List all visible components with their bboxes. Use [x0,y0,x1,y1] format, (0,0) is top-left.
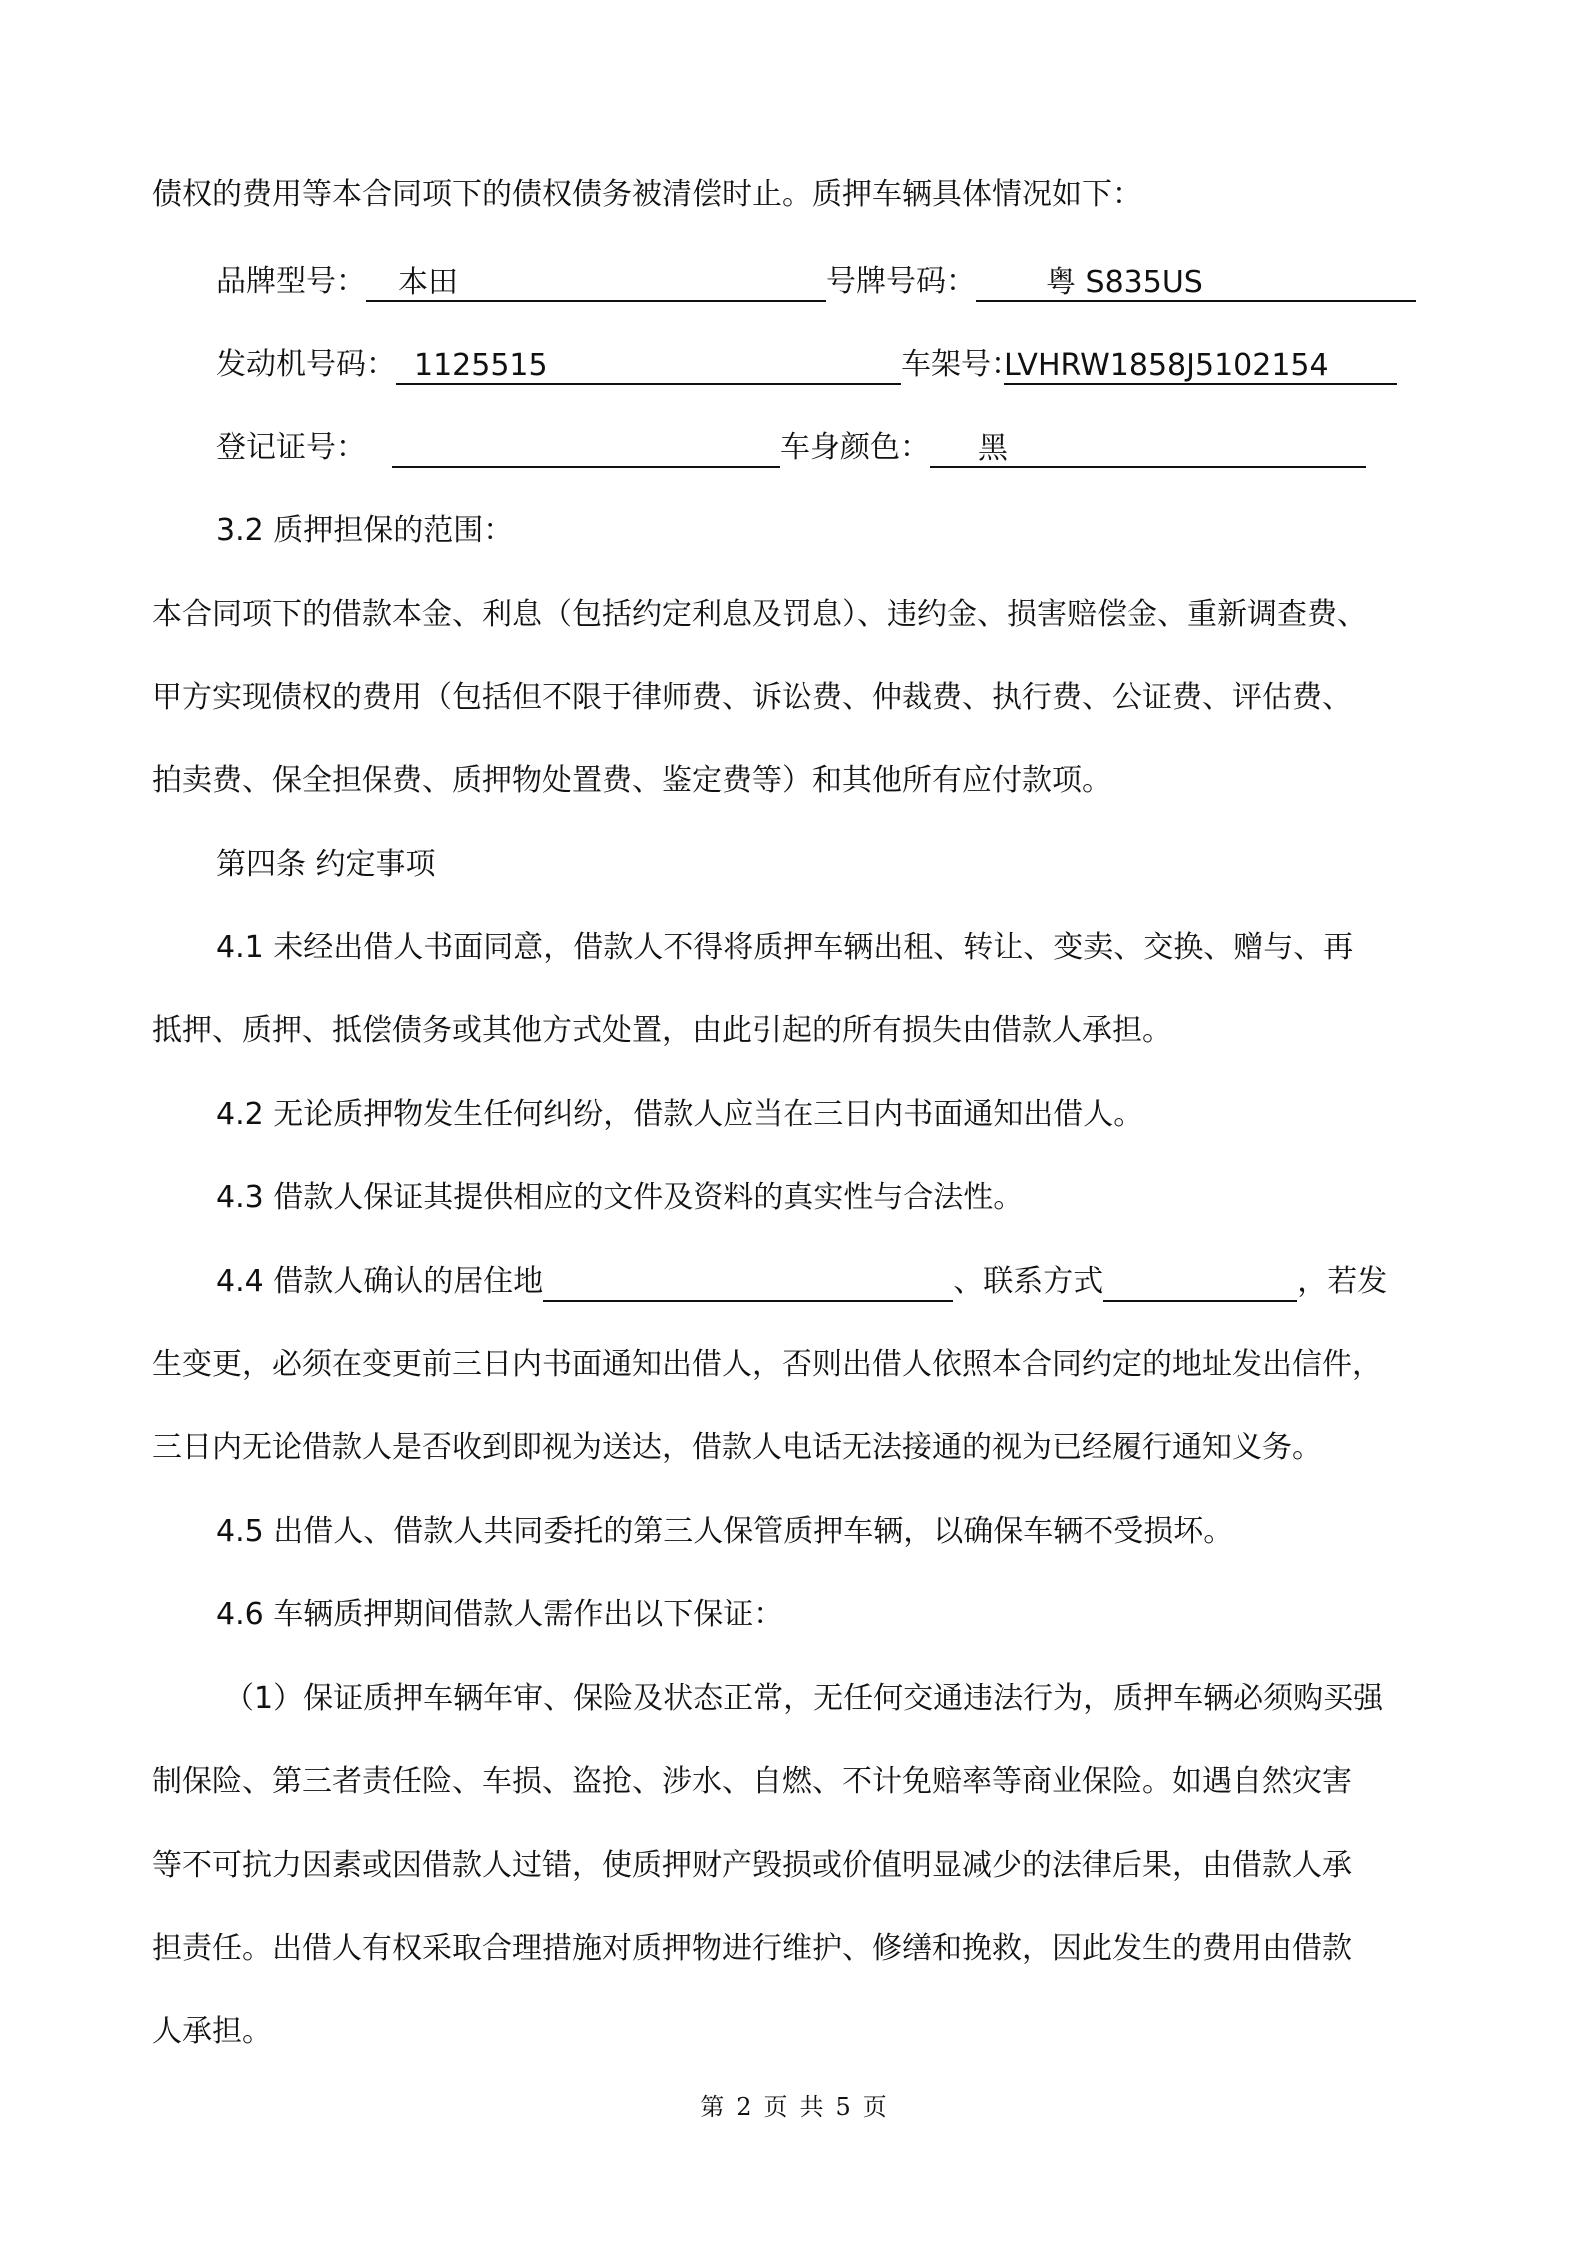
plate-label: 号牌号码： [826,264,976,299]
paragraph-line: 三日内无论借款人是否收到即视为送达，借款人电话无法接通的视为已经履行通知义务。 [152,1430,1322,1465]
engine-label: 发动机号码： [216,347,396,382]
footer-word: 共 [799,2093,824,2121]
paragraph-line: 4.5 出借人、借款人共同委托的第三人保管质押车辆，以确保车辆不受损坏。 [216,1514,1234,1549]
paragraph-line: 担责任。出借人有权采取合理措施对质押物进行维护、修缮和挽救，因此发生的费用由借款 [152,1931,1352,1966]
paragraph-line: 生变更，必须在变更前三日内书面通知出借人，否则出借人依照本合同约定的地址发出信件， [152,1347,1382,1382]
paragraph-line-contact [216,1262,1587,1302]
article-heading: 第四条 约定事项 [216,847,436,882]
page-footer [0,2092,1587,2122]
continuation-text: ，若发 [1297,1264,1388,1299]
paragraph-line: 4.6 车辆质押期间借款人需作出以下保证： [216,1597,784,1632]
engine-field: 1125515 [396,347,901,385]
section-heading: 3.2 质押担保的范围： [216,513,514,548]
vin-field: LVHRW1858J5102154 [1004,347,1397,385]
total-pages: 5 [835,2093,851,2121]
paragraph-line: 本合同项下的借款本金、利息（包括约定利息及罚息）、违约金、损害赔偿金、重新调查费、 [152,597,1367,632]
plate-field: 粤 S835US [976,264,1416,302]
color-field: 黑 [930,430,1366,468]
paragraph-line: 债权的费用等本合同项下的债权债务被清偿时止。质押车辆具体情况如下： [152,177,1142,212]
footer-word: 页 [763,2093,788,2121]
paragraph-line: 人承担。 [152,2014,272,2049]
brand-field: 本田 [366,264,826,302]
contact-field [1103,1262,1297,1302]
vehicle-row-registration [216,428,1587,468]
paragraph-line: （1）保证质押车辆年审、保险及状态正常，无任何交通违法行为，质押车辆必须购买强 [224,1681,1384,1716]
brand-label: 品牌型号： [216,264,366,299]
paragraph-line: 拍卖费、保全担保费、质押物处置费、鉴定费等）和其他所有应付款项。 [152,763,1112,798]
paragraph-line: 制保险、第三者责任险、车损、盗抢、涉水、自燃、不计免赔率等商业保险。如遇自然灾害 [152,1764,1352,1799]
paragraph-line: 4.3 借款人保证其提供相应的文件及资料的真实性与合法性。 [216,1180,1024,1215]
page-number: 2 [736,2093,752,2121]
residence-text: 4.4 借款人确认的居住地 [216,1264,544,1299]
paragraph-line: 4.2 无论质押物发生任何纠纷，借款人应当在三日内书面通知出借人。 [216,1097,1144,1132]
paragraph-line: 等不可抗力因素或因借款人过错，使质押财产毁损或价值明显减少的法律后果，由借款人承 [152,1848,1352,1883]
residence-field [543,1262,953,1302]
vin-label: 车架号： [901,347,1021,382]
paragraph-line: 4.1 未经出借人书面同意，借款人不得将质押车辆出租、转让、变卖、交换、赠与、再 [216,930,1354,965]
paragraph-line: 抵押、质押、抵偿债务或其他方式处置，由此引起的所有损失由借款人承担。 [152,1013,1172,1048]
footer-word: 第 [700,2093,725,2121]
vehicle-row-engine [216,345,1587,385]
vehicle-row-brand [216,262,1587,302]
color-label: 车身颜色： [780,430,930,465]
footer-word: 页 [862,2093,887,2121]
paragraph-line: 甲方实现债权的费用（包括但不限于律师费、诉讼费、仲裁费、执行费、公证费、评估费、 [152,680,1352,715]
registration-label: 登记证号： [216,430,366,465]
contact-text: 、联系方式 [953,1264,1104,1299]
registration-field [392,428,780,468]
